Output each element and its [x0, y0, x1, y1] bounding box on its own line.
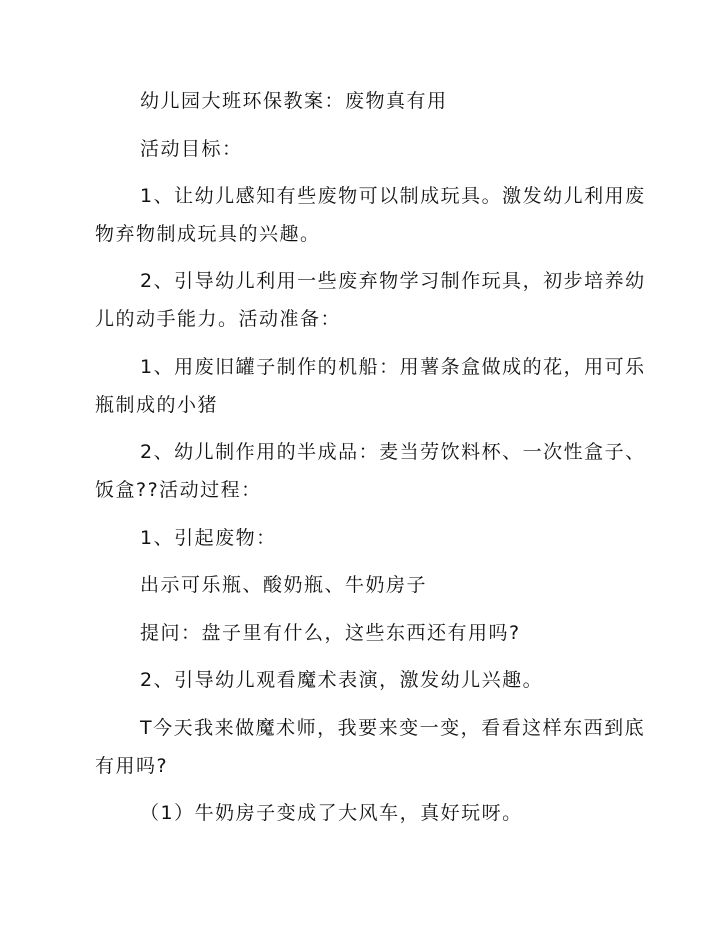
document-title: 幼儿园大班环保教案：废物真有用	[140, 90, 448, 112]
paragraph-line: T今天我来做魔术师，我要来变一变，看看这样东西到底	[140, 717, 646, 739]
paragraph-line: 1、引起废物：	[140, 527, 277, 549]
paragraph-line: （1）牛奶房子变成了大风车，真好玩呀。	[140, 802, 523, 824]
paragraph-line: 瓶制成的小猪	[95, 394, 219, 416]
section-heading-goals: 活动目标：	[140, 138, 243, 160]
paragraph-line: 1、用废旧罐子制作的机船：用薯条盒做成的花，用可乐	[140, 356, 646, 378]
paragraph-line: 2、幼儿制作用的半成品：麦当劳饮料杯、一次性盒子、	[140, 441, 646, 463]
paragraph-line: 饭盒??活动过程：	[95, 479, 262, 501]
paragraph-line: 提问：盘子里有什么，这些东西还有用吗?	[140, 622, 521, 644]
paragraph-line: 物弃物制成玩具的兴趣。	[95, 223, 321, 245]
paragraph-line: 2、引导幼儿观看魔术表演，激发幼儿兴趣。	[140, 669, 544, 691]
paragraph-line: 2、引导幼儿利用一些废弃物学习制作玩具，初步培养幼	[140, 270, 646, 292]
paragraph-line: 有用吗?	[95, 755, 169, 777]
paragraph-line: 出示可乐瓶、酸奶瓶、牛奶房子	[140, 574, 428, 596]
paragraph-line: 儿的动手能力。活动准备：	[95, 308, 342, 330]
paragraph-line: 1、让幼儿感知有些废物可以制成玩具。激发幼儿利用废	[140, 185, 646, 207]
